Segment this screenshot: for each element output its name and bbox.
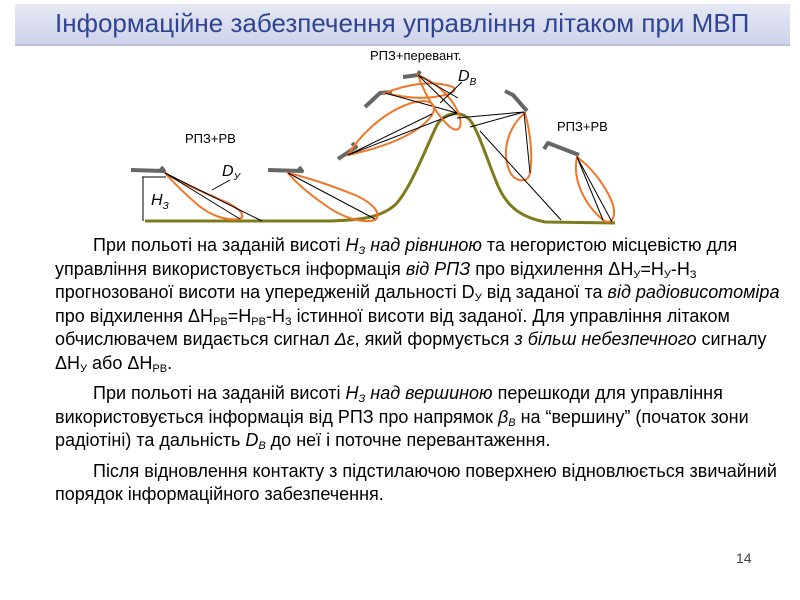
paragraph-3: Після відновлення контакту з підстилаючою поверхнею відновлюється звичайний порядок інформаційного забезпечення. bbox=[55, 460, 777, 504]
page-number: 14 bbox=[736, 550, 752, 566]
beam-2 bbox=[288, 173, 375, 219]
label-hz: $H_З$ bbox=[151, 192, 169, 212]
aircraft-1 bbox=[131, 167, 164, 171]
label-rpz-overload: РПЗ+перевант. bbox=[370, 48, 462, 63]
slide-title: Інформаційне забезпечення управління літаком при МВП bbox=[55, 8, 750, 38]
label-dy: $D_У$ bbox=[222, 163, 240, 183]
aircraft-2 bbox=[268, 167, 302, 171]
label-rpz-rv-right: РПЗ+РВ bbox=[557, 119, 608, 134]
aircraft-7 bbox=[544, 143, 579, 155]
aircraft-6 bbox=[505, 91, 527, 111]
beam-3a bbox=[348, 114, 432, 155]
label-dv: $D_В$ bbox=[458, 68, 477, 88]
label-rpz-rv-left: РПЗ+РВ bbox=[185, 131, 236, 146]
body-text bbox=[55, 234, 795, 514]
radar-lobe-3 bbox=[348, 101, 434, 155]
paragraph-1: При польоті на заданій висоті $H_З$ над рівниною та негористою місцевістю для управління використовується інформація від РПЗ про відхилення $\Delta H_У=H_У-H_З$ прогнозованої висоти на упередженій дальності $D_У$ від заданої та від радіовисотоміра про відхилення $\Delta H_{РВ}=H_{РВ}-H_З$ істинної висоти від заданої. Для управління літаком обчислювачем видається сигнал Δε, який формується з більш небезпечного сигналу $\Delta H_У$ або $\Delta H_{РВ}$. bbox=[55, 235, 780, 375]
beam-1b bbox=[165, 173, 262, 221]
dy-pointer bbox=[212, 180, 230, 190]
paragraph-2: При польоті на заданій висоті $H_З$ над вершиною перешкоди для управління використовується інформація від РПЗ про напрямок $\beta_В$ на “вершину” (початок зони радіотіні) та дальність $D_В$ до неї і поточне перевантаження. bbox=[55, 383, 749, 452]
